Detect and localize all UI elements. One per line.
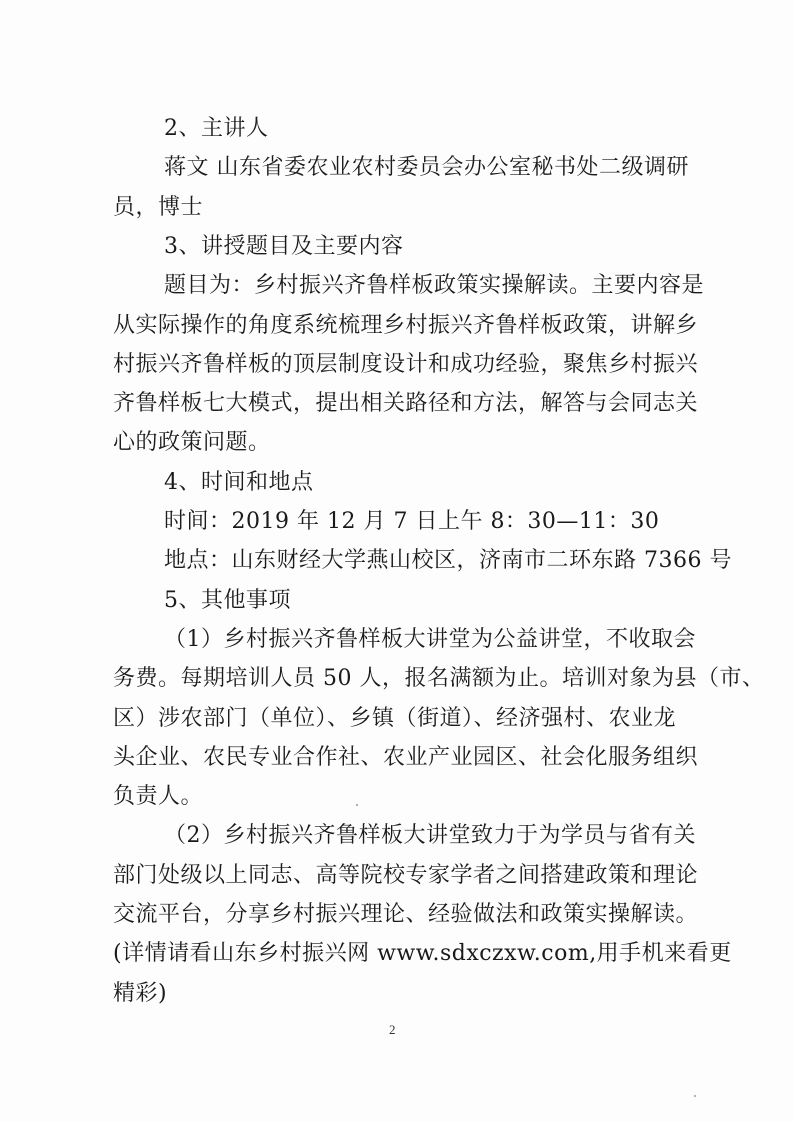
- details-note-line: 精彩): [113, 980, 168, 1006]
- other-item-1-line: （1）乡村振兴齐鲁样板大讲堂为公益讲堂，不收取会: [164, 626, 696, 652]
- section-heading-topic: 3、讲授题目及主要内容: [164, 233, 404, 259]
- details-note-line: (详情请看山东乡村振兴网 www.sdxczxw.com,用手机来看更: [113, 941, 732, 967]
- speaker-info-line: 员，博士: [113, 194, 204, 220]
- other-item-1-line: 区）涉农部门（单位）、乡镇（街道）、经济强村、农业龙: [113, 705, 677, 731]
- scan-speck: [694, 1095, 696, 1097]
- other-item-2-line: 交流平台，分享乡村振兴理论、经验做法和政策实操解读。: [113, 902, 699, 927]
- topic-paragraph-line: 题目为：乡村振兴齐鲁样板政策实操解读。主要内容是: [164, 273, 705, 299]
- other-item-1-line: 头企业、农民专业合作社、农业产业园区、社会化服务组织: [113, 744, 699, 770]
- other-item-2-line: （2）乡村振兴齐鲁样板大讲堂致力于为学员与省有关: [164, 823, 696, 849]
- section-heading-other: 5、其他事项: [164, 587, 291, 613]
- section-heading-speaker: 2、主讲人: [164, 116, 269, 141]
- topic-paragraph-line: 齐鲁样板七大模式，提出相关路径和方法，解答与会同志关: [113, 391, 699, 417]
- place-line: 地点：山东财经大学燕山校区，济南市二环东路 7366 号: [164, 548, 732, 574]
- scan-speck: [356, 804, 358, 806]
- section-heading-time-place: 4、时间和地点: [164, 469, 314, 495]
- speaker-info-line: 蒋文 山东省委农业农村委员会办公室秘书处二级调研: [164, 155, 689, 181]
- topic-paragraph-line: 心的政策问题。: [113, 430, 271, 456]
- topic-paragraph-line: 村振兴齐鲁样板的顶层制度设计和成功经验，聚焦乡村振兴: [113, 351, 699, 377]
- other-item-1-line: 负责人。: [113, 784, 204, 810]
- page-number: 2: [389, 1022, 396, 1037]
- other-item-2-line: 部门处级以上同志、高等院校专家学者之间搭建政策和理论: [113, 862, 699, 888]
- other-item-1-line: 务费。每期培训人员 50 人，报名满额为止。培训对象为县（市、: [113, 666, 765, 692]
- topic-paragraph-line: 从实际操作的角度系统梳理乡村振兴齐鲁样板政策，讲解乡: [113, 312, 699, 338]
- time-line: 时间：2019 年 12 月 7 日上午 8：30—11：30: [164, 509, 660, 534]
